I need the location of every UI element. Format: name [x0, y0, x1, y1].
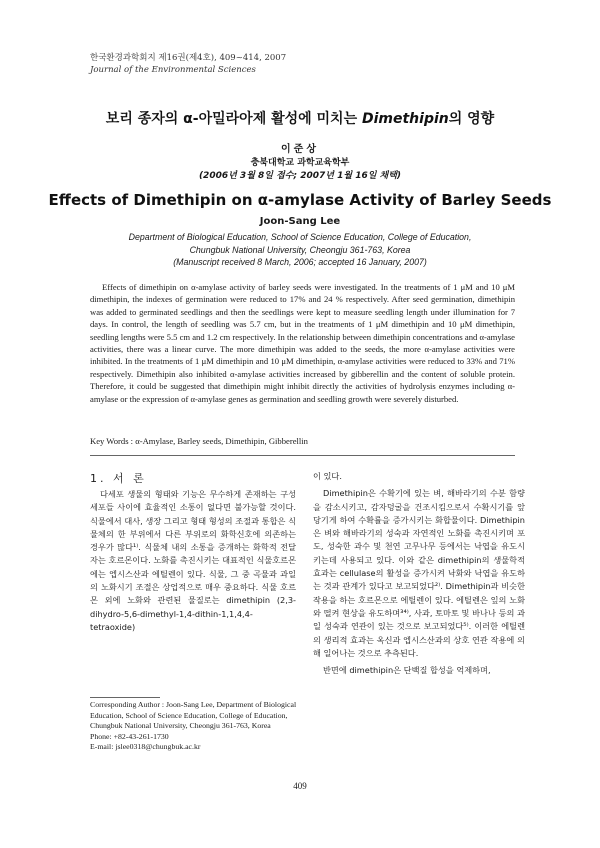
english-author: Joon-Sang Lee [259, 216, 341, 227]
english-affiliation-line1: Department of Biological Education, School of Science Education, College of Education, [128, 232, 472, 242]
footnote-author: Corresponding Author : Joon-Sang Lee, Department of Biological Education, School of Science Education, College of Education, Chungbuk National University, Cheongju 361-763, Korea [90, 700, 297, 731]
journal-header [90, 52, 286, 76]
keywords: Key Words : α-Amylase, Barley seeds, Dimethipin, Gibberellin [90, 436, 308, 446]
page-number: 409 [293, 781, 307, 791]
journal-citation: 한국환경과학회지 제16권(제4호), 409~414, 2007 [90, 53, 287, 63]
english-received: (Manuscript received 8 March, 2006; accepted 16 January, 2007) [173, 257, 427, 267]
korean-affiliation: 충북대학교 과학교육학부 [250, 158, 350, 168]
intro-paragraph-2: Dimethipin은 수확기에 있는 벼, 해바라기의 수분 함량을 감소시키고, 감자덩굴을 건조시킴으로서 수확시기를 앞당기게 하여 수확률을 증가시키는 화합물이다. Dimethipin은 벼와 해바라기의 성숙과 자연적인 노화를 촉진시키며 포도, 성숙한 과수 및 천연 고무나무 등에서는 낙엽을 유도시키는데 사용되고 있다. 이와 같은 dimethipin의 생물학적 효과는 cellulase의 활성을 증가시켜 낙화와 낙엽을 유도하는 것과 관계가 있다고 보고되었다²⁾. Dimethipin과 비슷한 작용을 하는 호르몬으로 에틸렌이 있다. 에틸렌은 잎의 노화와 떨켜 현상을 유도하며³⁴⁾, 사과, 토마토 및 바나나 등의 과일 성숙과 연관이 있는 것으로 보고되었다⁵⁾. 이러한 에틸렌의 생리적 효과는 옥신과 엡시스산과의 상호 연관 작용에 의해 일어나는 것으로 추측된다. [313, 488, 525, 658]
english-affiliation-line2: Chungbuk National University, Cheongju 361-763, Korea [189, 244, 411, 255]
korean-author: 이준상 [281, 144, 319, 155]
korean-title-post: 의 영향 [448, 111, 495, 127]
footnote-phone: Phone: +82-43-261-1730 [90, 731, 169, 741]
korean-title-pre: 보리 종자의 α-아밀라아제 활성에 미치는 [105, 111, 362, 127]
english-affiliation [0, 231, 600, 269]
left-column [90, 488, 296, 634]
right-column [313, 470, 525, 677]
corresponding-author-footnote [90, 700, 300, 753]
section-heading: 1. 서 론 [90, 472, 147, 485]
intro-paragraph-3: 반면에 dimethipin은 단백질 합성을 억제하며, [323, 665, 491, 676]
divider [90, 455, 515, 456]
korean-received: (2006년 3월 8일 접수; 2007년 1월 16일 채택) [198, 171, 402, 181]
english-title: Effects of Dimethipin on α-amylase Activity of Barley Seeds [48, 191, 552, 209]
intro-continuation: 이 있다. [313, 471, 342, 481]
abstract: Effects of dimethipin on α-amylase activity of barley seeds were investigated. In the treatments of 1 μM and 10 μM dimethipin, the indexes of germination were reduced to 17% and 24 % respectively. After seed germination, dimethipin was added to germinated seedlings and then the seedlings were kept to measure seedling length under illumination for 7 days. In control, the length of seedling was 5.7 cm, but in the treatments of 1 μM dimethipin and 10 μM dimethipin, seedling lengths were 5.5 cm and 1.2 cm respectively. In the relationship between dimethipin concentrations and α-amylase activities, there was a linear curve. The more dimethipin was added to the seeds, the more α-amylase activities were inhibited. In the treatments of 1 μM dimethipin and 10 μM dimethipin, α-amylase activities were reduced to 33% and 71% respectively. Dimethipin also inhibited α-amylase activities increased by gibberellin and the content of soluble protein. Therefore, it could be suggested that dimethipin might inhibit directly the activities of hydrolysis enzymes including α-amylase or the expression of α-amylase genes as germination and seedling growth were severely disturbed. [90, 282, 515, 404]
footnote-email[interactable]: E-mail: jslee0318@chungbuk.ac.kr [90, 742, 201, 752]
korean-title [0, 108, 600, 128]
footnote-divider [90, 697, 160, 698]
intro-paragraph-1: 다세포 생물의 형태와 기능은 무수하게 존재하는 구성세포들 사이에 효율적인 소통이 없다면 불가능할 것이다. 식물에서 대사, 생장 그리고 형태 형성의 조절과 통합은 식물체의 한 부위에서 다른 부위로의 화학신호에 의존하는 경우가 많다¹⁾. 식물체 내의 소통을 증개하는 화학적 전달자는 호르몬이다. 노화를 촉진시키는 대표적인 식물호르몬에는 엡시스산과 에틸렌이 있다. 식물, 그 중 곡물과 과일의 노화시기 조절은 상업적으로 매우 중요하다. 식물 호르몬 외에 노화와 관련된 물질로는 dimethipin (2,3-dihydro-5,6-dimethyl-1,4-dithin-1,1,4,4-tetraoxide) [90, 489, 296, 632]
korean-title-em: Dimethipin [361, 111, 449, 127]
journal-name: Journal of the Environmental Sciences [90, 65, 256, 75]
